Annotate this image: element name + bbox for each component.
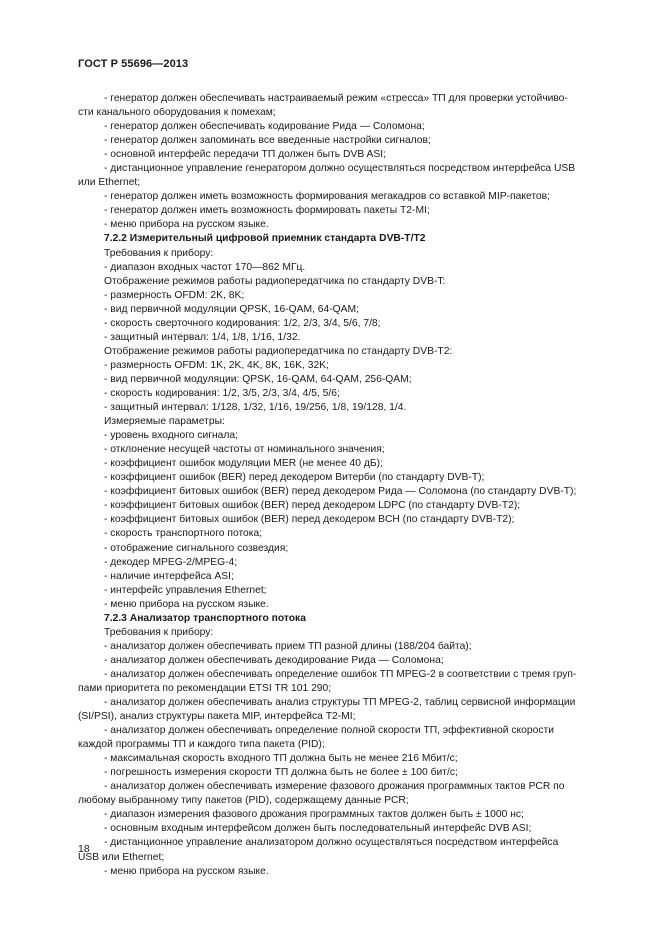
text-line: (SI/PSI), анализ структуры пакета MIP, интерфейса Т2-МI; bbox=[78, 711, 356, 723]
text-line: - диапазон входных частот 170—862 МГц. bbox=[104, 261, 306, 273]
text-line: - дистанционное управление анализатором должно осуществляться посредством интерфейса bbox=[104, 837, 559, 849]
document-body bbox=[78, 92, 597, 879]
text-line: - скорость сверточного кодирования: 1/2, 2/3, 3/4, 5/6, 7/8; bbox=[104, 317, 381, 329]
text-line: - анализатор должен обеспечивать декодирование Рида — Соломона; bbox=[104, 654, 444, 666]
text-line: - размерность OFDM: 2K, 8K; bbox=[104, 289, 245, 301]
text-line: - скорость кодирования: 1/2, 3/5, 2/3, 3/4, 4/5, 5/6; bbox=[104, 387, 340, 399]
text-line: пами приоритета по рекомендации ETSI TR 101 290; bbox=[78, 682, 332, 694]
text-line: - размерность OFDM: 1K, 2K, 4K, 8K, 16K, 32K; bbox=[104, 359, 329, 371]
text-line: - коэффициент ошибок модуляции MER (не менее 40 дБ); bbox=[104, 458, 383, 470]
text-line: - скорость транспортного потока; bbox=[104, 528, 263, 540]
text-line: - меню прибора на русском языке. bbox=[104, 598, 269, 610]
text-line: - наличие интерфейса ASI; bbox=[104, 570, 234, 582]
text-line: Требования к прибору: bbox=[104, 626, 214, 638]
text-line: - анализатор должен обеспечивать анализ структуры ТП MPEG-2, таблиц сервисной информации bbox=[104, 697, 576, 709]
text-line: - основным входным интерфейсом должен быть последовательный интерфейс DVB ASI; bbox=[104, 823, 532, 835]
text-line: - коэффициент битовых ошибок (BER) перед декодером BCH (по стандарту DVB-T2); bbox=[104, 514, 515, 526]
text-line: - погрешность измерения скорости ТП должна быть не более ± 100 бит/с; bbox=[104, 767, 458, 779]
section-heading: 7.2.3 Анализатор транспортного потока bbox=[104, 612, 306, 624]
text-line: или Ethernet; bbox=[78, 177, 141, 189]
text-line: - генератор должен обеспечивать кодирование Рида — Соломона; bbox=[104, 121, 425, 133]
text-line: - коэффициент битовых ошибок (BER) перед декодером Рида — Соломона (по стандарту DVB-T); bbox=[104, 486, 577, 498]
text-line: USB или Ethernet; bbox=[78, 851, 165, 863]
text-line: Требования к прибору: bbox=[104, 247, 214, 259]
text-line: - основной интерфейс передачи ТП должен быть DVB ASI; bbox=[104, 149, 386, 161]
text-line: - защитный интервал: 1/4, 1/8, 1/16, 1/32. bbox=[104, 331, 301, 343]
text-line: - анализатор должен обеспечивать измерение фазового дрожания программных тактов PCR по bbox=[104, 781, 565, 793]
text-line: Отображение режимов работы радиопередатчика по стандарту DVB-T2: bbox=[104, 345, 453, 357]
text-line: - интерфейс управления Ethernet; bbox=[104, 584, 267, 596]
text-line: - уровень входного сигнала; bbox=[104, 430, 238, 442]
text-line: - генератор должен запоминать все введенные настройки сигналов; bbox=[104, 135, 431, 147]
text-line: Измеряемые параметры: bbox=[104, 416, 225, 428]
text-line: - генератор должен обеспечивать настраиваемый режим «стресса» ТП для проверки устойчиво- bbox=[104, 93, 568, 104]
text-line: - генератор должен иметь возможность формирования мегакадров со вставкой MIP-пакетов; bbox=[104, 191, 550, 203]
text-line: любому выбранному типу пакетов (PID), содержащему данные PCR; bbox=[78, 795, 409, 807]
text-line: - защитный интервал: 1/128, 1/32, 1/16, 19/256, 1/8, 19/128, 1/4. bbox=[104, 402, 407, 414]
section-heading: 7.2.2 Измерительный цифровой приемник стандарта DVB-T/T2 bbox=[104, 233, 426, 245]
text-line: - генератор должен иметь возможность формировать пакеты Т2-МI; bbox=[104, 205, 430, 217]
text-line: - коэффициент ошибок (BER) перед декодером Витерби (по стандарту DVB-T); bbox=[104, 472, 485, 484]
text-line: - меню прибора на русском языке. bbox=[104, 865, 269, 877]
text-line: Отображение режимов работы радиопередатчика по стандарту DVB-T: bbox=[104, 275, 446, 287]
text-line: сти канального оборудования к помехам; bbox=[78, 107, 276, 119]
text-line: - отклонение несущей частоты от номинального значения; bbox=[104, 444, 385, 456]
text-line: - декодер MPEG-2/MPEG-4; bbox=[104, 556, 238, 568]
text-line: - анализатор должен обеспечивать прием ТП разной длины (188/204 байта); bbox=[104, 640, 472, 652]
standard-header: ГОСТ Р 55696—2013 bbox=[78, 58, 189, 70]
text-line: - вид первичной модуляции QPSK, 16-QAM, 64-QAM; bbox=[104, 303, 359, 315]
text-line: - диапазон измерения фазового дрожания программных тактов должен быть ± 1000 нс; bbox=[104, 809, 524, 821]
text-line: - коэффициент битовых ошибок (BER) перед декодером LDPC (по стандарту DVB-T2); bbox=[104, 500, 521, 512]
page-number: 18 bbox=[78, 843, 90, 855]
text-line: - дистанционное управление генератором должно осуществляться посредством интерфейса USB bbox=[104, 163, 576, 175]
text-line: - отображение сигнального созвездия; bbox=[104, 542, 289, 554]
text-line: - меню прибора на русском языке. bbox=[104, 219, 269, 231]
text-line: - анализатор должен обеспечивать определение ошибок ТП MPEG-2 в соответствии с тремя груп- bbox=[104, 668, 577, 680]
text-line: - анализатор должен обеспечивать определение полной скорости ТП, эффективной скорости bbox=[104, 725, 554, 737]
text-line: - максимальная скорость входного ТП должна быть не менее 216 Мбит/с; bbox=[104, 753, 458, 765]
text-line: - вид первичной модуляции: QPSK, 16-QAM, 64-QAM, 256-QAM; bbox=[104, 373, 412, 385]
text-line: каждой программы ТП и каждого типа пакета (PID); bbox=[78, 739, 325, 751]
